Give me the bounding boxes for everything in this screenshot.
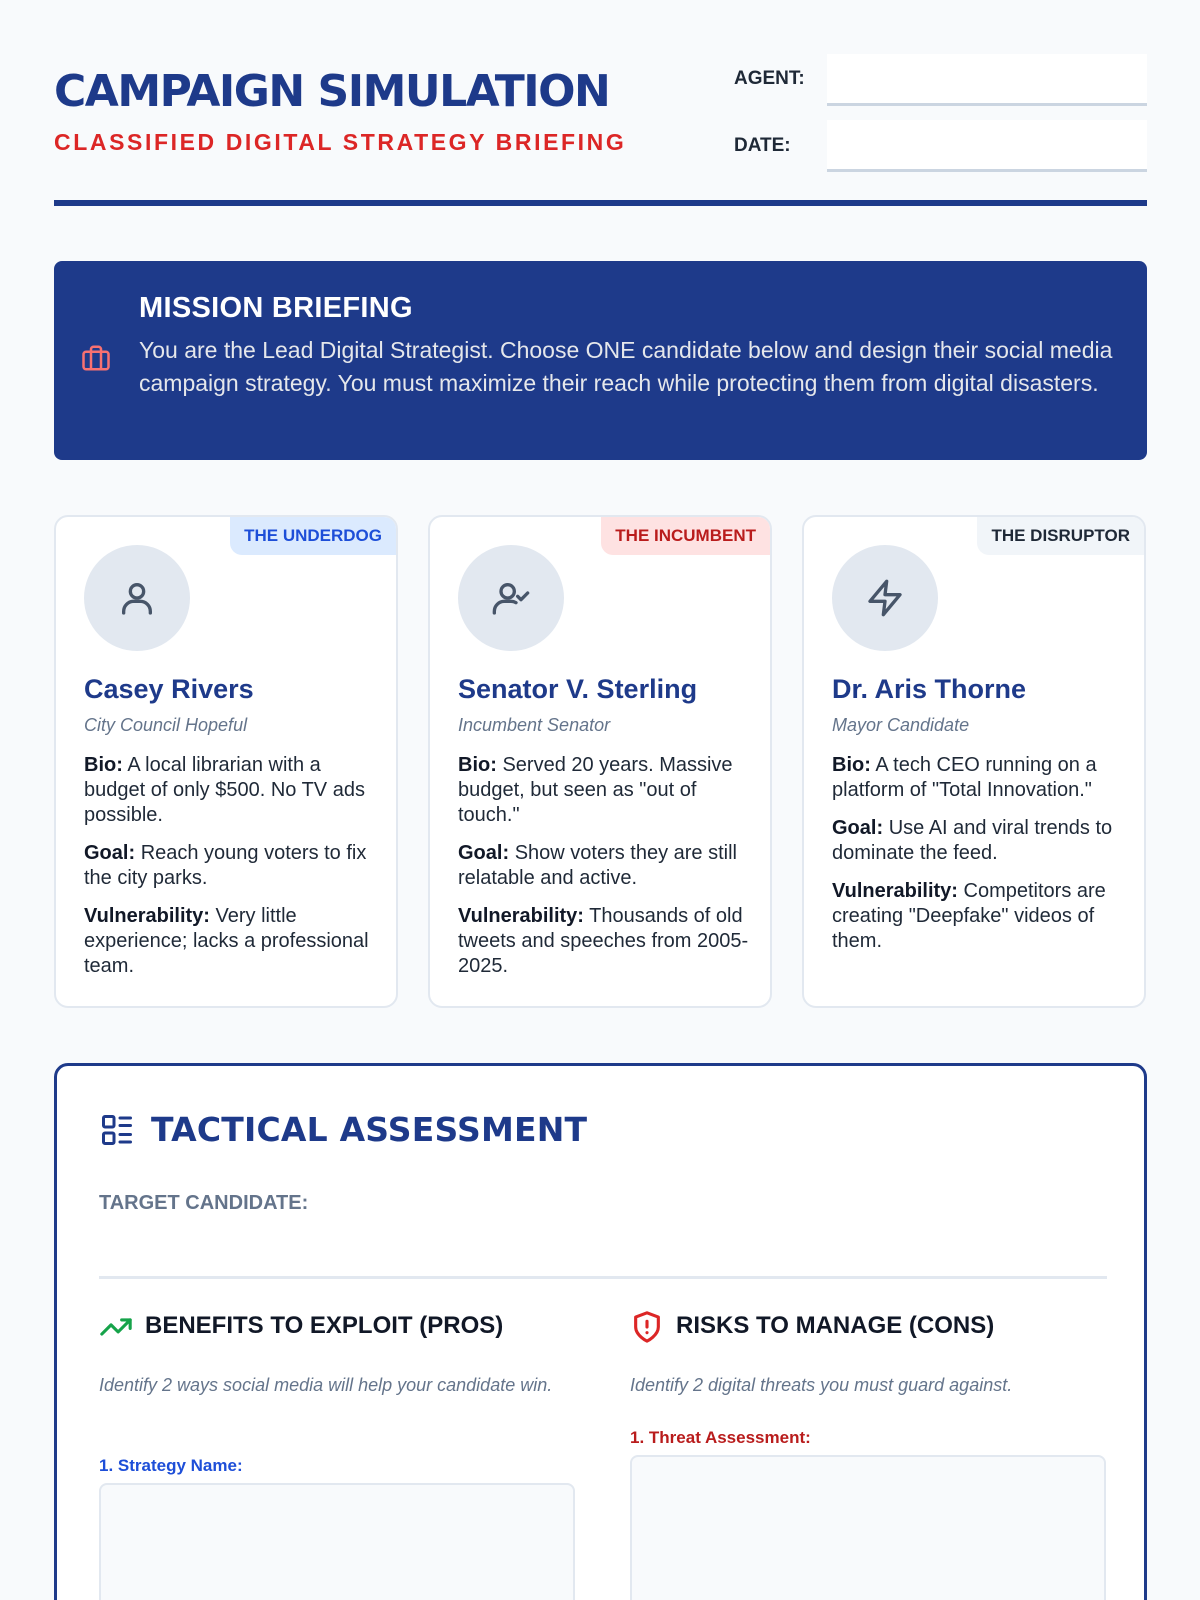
header [54,0,1147,207]
agent-label: AGENT: [734,68,805,89]
candidate-name: Dr. Aris Thorne [832,674,1027,704]
strategy-name-label: 1. Strategy Name: [99,1456,243,1475]
tactical-assessment [54,1063,1147,1600]
candidate-card-aris-thorne[interactable] [802,515,1146,1008]
threat-assessment-label: 1. Threat Assessment: [630,1428,811,1447]
shield-alert-icon [630,1310,664,1344]
page-subtitle: CLASSIFIED DIGITAL STRATEGY BRIEFING [54,129,627,155]
candidate-role: Mayor Candidate [832,715,970,735]
briefcase-icon [81,343,111,373]
worksheet-page [54,0,1147,1475]
candidate-role: Incumbent Senator [458,715,611,735]
tactical-title: TACTICAL ASSESSMENT [151,1110,588,1149]
candidate-bio: Bio: A local librarian with a budget of only $500. No TV ads possible. [84,754,365,826]
date-field[interactable] [827,120,1147,172]
pros-hint: Identify 2 ways social media will help your candidate win. [99,1375,553,1395]
lightning-icon [865,578,905,618]
candidate-details [458,753,754,992]
candidate-name: Senator V. Sterling [458,674,698,704]
cons-hint: Identify 2 digital threats you must guard against. [630,1375,1013,1395]
candidate-bio: Bio: A tech CEO running on a platform of "Total Innovation." [832,754,1097,801]
candidate-details [84,753,380,992]
candidate-vulnerability: Vulnerability: Thousands of old tweets and speeches from 2005-2025. [458,905,749,977]
candidate-role: City Council Hopeful [84,715,248,735]
mission-briefing [54,261,1147,460]
avatar [832,545,938,651]
candidate-vulnerability: Vulnerability: Very little experience; lacks a professional team. [84,905,369,977]
candidate-card-senator-sterling[interactable] [428,515,772,1008]
candidate-goal: Goal: Use AI and viral trends to dominate the feed. [832,817,1113,864]
avatar [84,545,190,651]
candidate-goal: Goal: Reach young voters to fix the city parks. [84,842,367,889]
pros-title: BENEFITS TO EXPLOIT (PROS) [145,1312,504,1339]
checklist-icon [99,1112,135,1148]
cons-title: RISKS TO MANAGE (CONS) [676,1312,995,1339]
candidate-badge: THE DISRUPTOR [977,517,1144,555]
user-check-icon [491,578,531,618]
candidate-badge: THE INCUMBENT [601,517,770,555]
candidate-badge: THE UNDERDOG [230,517,396,555]
avatar [458,545,564,651]
candidate-name: Casey Rivers [84,674,254,704]
candidate-vulnerability: Vulnerability: Competitors are creating "Deepfake" videos of them. [832,880,1106,952]
threat-assessment-answer-box[interactable] [630,1455,1106,1600]
target-candidate-line[interactable] [99,1276,1107,1279]
header-divider [54,200,1147,206]
target-candidate-label: TARGET CANDIDATE: [99,1192,309,1214]
briefing-text: You are the Lead Digital Strategist. Choose ONE candidate below and design their social media campaign strategy. You must maximize their reach while protecting them from digital disasters. [139,337,1113,396]
strategy-name-answer-box[interactable] [99,1483,575,1600]
user-icon [117,578,157,618]
trending-up-icon [99,1310,133,1344]
candidate-bio: Bio: Served 20 years. Massive budget, but seen as "out of touch." [458,754,733,826]
candidate-goal: Goal: Show voters they are still relatable and active. [458,842,738,889]
date-label: DATE: [734,135,791,156]
candidate-card-casey-rivers[interactable] [54,515,398,1008]
page-title: CAMPAIGN SIMULATION [54,66,610,117]
agent-field[interactable] [827,54,1147,106]
candidate-details [832,753,1128,967]
briefing-title: MISSION BRIEFING [139,292,413,324]
